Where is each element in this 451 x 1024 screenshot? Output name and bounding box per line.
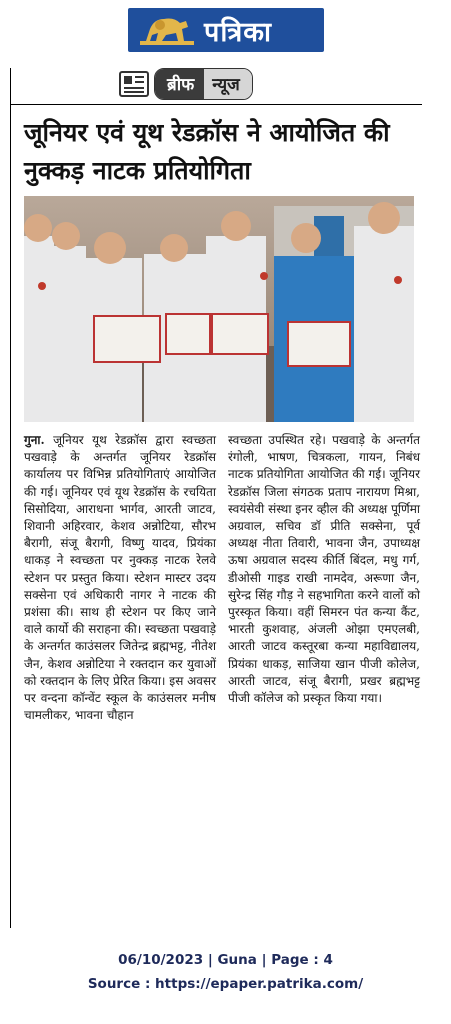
article-text-1: जूनियर यूथ रेडक्रॉस द्वारा स्वच्छता पखवाड़े के अन्तर्गत जूनियर रेडक्रॉस कार्यालय पर विभिन्न प्रतियोगिताएं आयोजित की गई। जूनियर एवं यूथ रेडक्रॉस के रचयिता सिसोदिया, आराधना भार्गव, आरती जाटव, शिवानी अहिरवार, केशव अन्नोटिया, सौरभ बैरागी, संजू बैरागी, विष्णु यादव, प्रियंका धाकड़ ने स्वच्छता पर नुक्कड़ नाटक रेलवे स्टेशन पर प्रस्तुत किया। स्टेशन मास्टर उदय सक्सेना एवं अधिकारी नागर ने नाटक की प्रशंसा की। साथ ही स्टेशन पर किए जाने वाले कार्यो की सराहना की। स्वच्छता पखवाड़े के अन्तर्गत काउंसलर जितेन्द्र ब्रह्मभट्ट, नीतेश जैन, केशव अन्नोटिया ने रक्तदान कर युवाओं को रक्तदान के लिए प्रेरित किया। इस अवसर पर वन्दना कॉन्वेंट स्कूल के काउंसलर मनीष चामलीकर, भावना चौहान: [24, 433, 216, 723]
section-rule: [10, 104, 422, 105]
article-column-2: स्वच्छता उपस्थित रहे। पखवाड़े के अन्तर्गत रंगोली, भाषण, चित्रकला, गायन, निबंध नाटक प्रतियोगिता आयोजित की गई। जूनियर रेडक्रॉस जिला संगठक प्रताप नारायण मिश्रा, स्वयंसेवी संस्था इनर व्हील की अध्यक्ष पूर्णिमा अग्रवाल, सचिव डॉ प्रीति सक्सेना, पूर्व अध्यक्ष नीता तिवारी, भावना जैन, उपाध्यक्ष ऊषा अग्रवाल सदस्य कीर्ति बिंदल, मधु गर्ग, डीओसी गाइड राखी नामदेव, अरूणा जैन, सुरेन्द्र सिंह गौड़ ने सहभागिता करने वालों को पुरस्कृत किया। वहीं सिमरन पंत कन्या कैंट, भारती कुशवाह, अंजली ओझा एमएलबी, आरती जाटव कस्तूरबा कन्या महाविद्यालय, प्रियंका धाकड़, साजिया खान पीजी कोलेज, आरती जाटव, संजू बैरागी, प्रखर ब्रह्मभट्ट पीजी कॉलेज को प्रस्कृत किया गया।: [228, 433, 421, 706]
footer-source: Source : https://epaper.patrika.com/: [87, 976, 364, 992]
footer: [0, 948, 451, 996]
section-tag: [118, 68, 253, 100]
footer-dateline: 06/10/2023 | Guna | Page : 4: [118, 952, 333, 968]
dateline: गुना.: [24, 433, 45, 447]
masthead: [128, 8, 324, 52]
tag-part-brief: ब्रीफ: [155, 69, 204, 99]
column-rule-left: [10, 68, 11, 928]
newspaper-icon: [118, 69, 150, 99]
headline: जूनियर एवं यूथ रेडक्रॉस ने आयोजित की नुक्कड़ नाटक प्रतियोगिता: [24, 118, 390, 185]
brand-name: पत्रिका: [204, 16, 272, 48]
lion-emblem-icon: [136, 11, 198, 49]
brief-news-label: [154, 68, 253, 100]
article-column-1: [24, 432, 216, 724]
tag-part-news: न्यूज: [204, 69, 252, 99]
article-photo: [24, 196, 414, 422]
